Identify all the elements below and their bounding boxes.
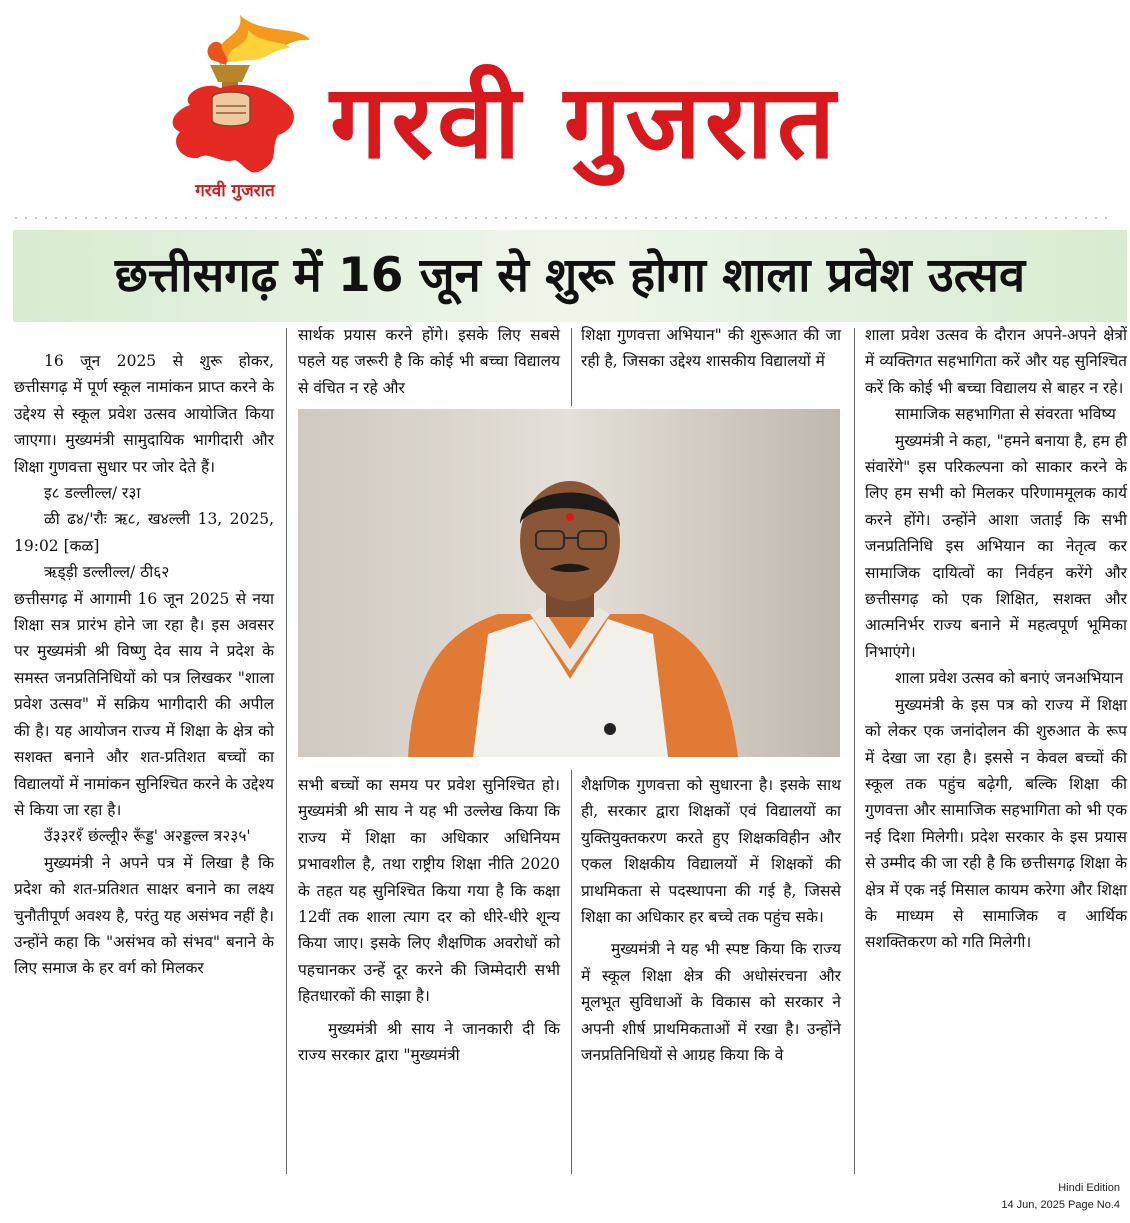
- date-page-label: 14 Jun, 2025 Page No.4: [1001, 1199, 1120, 1211]
- paragraph: उँ३३र१ँ छंल्लूी२ रूँड्ड' अ२ड्डल्ल त्र२३५': [44, 827, 251, 846]
- paragraph: इ८ डल्लील्ल/ र३ा: [44, 484, 141, 503]
- paragraph: ऋड्ड़ी डल्लील्ल/ ठी६२: [44, 563, 170, 582]
- headline-band: [13, 230, 1127, 322]
- paragraph: शिक्षा गुणवत्ता अभियान" की शुरूआत की जा रही है, जिसका उद्देश्य शासकीय विद्यालयों में: [581, 326, 841, 371]
- paragraph: छत्तीसगढ़ में आगामी 16 जून 2025 से नया शिक्षा सत्र प्रारंभ होने जा रहा है। इस अवसर पर मुख्यमंत्री श्री विष्णु देव साय ने प्रदेश के समस्त जनप्रतिनिधियों को पत्र लिखकर "शाला प्रवेश उत्सव" में सक्रिय भागीदारी की अपील की है। यह आयोजन राज्य में शिक्षा के क्षेत्र को सशक्त बनाने और शत-प्रतिशत बच्चों का विद्यालयों में नामांकन सुनिश्चित करने के उद्देश्य से किया जा रहा है।: [14, 589, 274, 819]
- subheading: सामाजिक सहभागिता से संवरता भविष्य: [895, 405, 1116, 424]
- paragraph: मुख्यमंत्री श्री साय ने जानकारी दी कि राज्य सरकार द्वारा "मुख्यमंत्री: [298, 1019, 560, 1065]
- chief-minister-portrait-photo: [298, 409, 840, 757]
- paragraph: मुख्यमंत्री के इस पत्र को राज्य में शिक्षा को लेकर एक जनांदोलन की शुरुआत के रूप में देखा जा रहा है। इससे न केवल बच्चों की स्कूल तक पहुंच बढ़ेगी, बल्कि शिक्षा की गुणवत्ता और सामाजिक सहभागिता को भी एक नई दिशा मिलेगी। प्रदेश सरकार के इस प्रयास से उम्मीद की जा रही है कि छत्तीसगढ़ शिक्षा के क्षेत्र में एक नई मिसाल कायम करेगा और शिक्षा के माध्यम से सामाजिक व आर्थिक सशक्तिकरण को गति मिलेगी।: [865, 695, 1127, 952]
- paragraph: मुख्यमंत्री ने यह भी स्पष्ट किया कि राज्य में स्कूल शिक्षा क्षेत्र की अधोसंरचना और मूलभूत सुविधाओं के विकास को सरकार ने अपनी शीर्ष प्राथमिकताओं में रखा है। उन्होंने जनप्रतिनिधियों से आग्रह किया कि वे: [581, 940, 841, 1065]
- article-headline: छत्तीसगढ़ में 16 जून से शुरू होगा शाला प्रवेश उत्सव: [114, 248, 1026, 303]
- paragraph: मुख्यमंत्री ने कहा, "हमने बनाया है, हम ही संवारेंगे" इस परिकल्पना को साकार करने के लिए हम सभी को मिलकर परिणाममूलक कार्य करने होंगे। उन्होंने आशा जताई कि सभी जनप्रतिनिधि इस अभियान का नेतृत्व कर सामाजिक दायित्वों का निर्वहन करेंगे और छत्तीसगढ़ को एक शिक्षित, सशक्त और आत्मनिर्भर राज्य बनाने में महत्वपूर्ण भूमिका निभाएंगे।: [865, 431, 1127, 661]
- masthead-divider: [15, 215, 1115, 221]
- paragraph: ळी ढ४/'रौः ऋ८, ख४ल्ली 13, 2025, 19:02 [कळ]: [14, 510, 274, 555]
- article-column-3-top: [581, 322, 841, 375]
- paragraph: 16 जून 2025 से शुरू होकर, छत्तीसगढ़ में पूर्ण स्कूल नामांकन प्राप्त करने के उद्देश्य से स्कूल प्रवेश उत्सव आयोजित किया जाएगा। मुख्यमंत्री सामुदायिक भागीदारी और शिक्षा गुणवत्ता सुधार पर जोर देते हैं।: [14, 352, 274, 476]
- article-column-2-top: [298, 322, 560, 401]
- column-rule: [286, 328, 287, 1174]
- paragraph: सभी बच्चों का समय पर प्रवेश सुनिश्चित हो। मुख्यमंत्री श्री साय ने यह भी उल्लेख किया कि राज्य में शिक्षा का अधिकार अधिनियम प्रभावशील है, तथा राष्ट्रीय शिक्षा नीति 2020 के तहत यह सुनिश्चित किया गया है कि कक्षा 12वीं तक शाला त्याग दर को धीरे-धीरे शून्य किया जाए। इसके लिए शैक्षणिक अवरोधों को पहचानकर उन्हें दूर करने की जिम्मेदारी सभी हितधारकों की साझा है।: [298, 776, 560, 1006]
- edition-footer: [1001, 1180, 1120, 1214]
- article-column-1: [14, 348, 274, 982]
- column-rule: [571, 770, 572, 1174]
- article-column-2-bottom: [298, 772, 560, 1068]
- newspaper-brand-title: गरवी गुजरात: [330, 63, 840, 182]
- column-rule: [571, 328, 572, 406]
- column-rule: [854, 328, 855, 1174]
- subheading: शाला प्रवेश उत्सव को बनाएं जनअभियान: [895, 669, 1124, 688]
- article-column-4: [865, 322, 1127, 956]
- torch-over-gujarat-map-icon: [150, 10, 320, 210]
- edition-label: Hindi Edition: [1058, 1182, 1120, 1194]
- paragraph: मुख्यमंत्री ने अपने पत्र में लिखा है कि प्रदेश को शत-प्रतिशत साक्षर बनाने का लक्ष्य चुनौतीपूर्ण अवश्य है, परंतु यह असंभव नहीं है। उन्होंने कहा कि "असंभव को संभव" बनाने के लिए समाज के हर वर्ग को मिलकर: [14, 853, 274, 978]
- paragraph: शाला प्रवेश उत्सव के दौरान अपने-अपने क्षेत्रों में व्यक्तिगत सहभागिता करें और यह सुनिश्चित करें कि कोई भी बच्चा विद्यालय से बाहर न रहे।: [865, 326, 1127, 397]
- article-column-3-bottom: [581, 772, 841, 1068]
- paragraph: शैक्षणिक गुणवत्ता को सुधारना है। इसके साथ ही, सरकार द्वारा शिक्षकों एवं विद्यालयों का युक्तियुक्तकरण करते हुए शिक्षकविहीन और एकल शिक्षकीय विद्यालयों में शिक्षकों की प्राथमिकता से पदस्थापना की गई है, जिससे शिक्षा का अधिकार हर बच्चे तक पहुंच सके।: [581, 776, 841, 927]
- logo-caption: गरवी गुजरात: [195, 181, 275, 201]
- masthead: [0, 0, 1130, 215]
- paragraph: सार्थक प्रयास करने होंगे। इसके लिए सबसे पहले यह जरूरी है कि कोई भी बच्चा विद्यालय से वंचित न रहे और: [298, 326, 560, 397]
